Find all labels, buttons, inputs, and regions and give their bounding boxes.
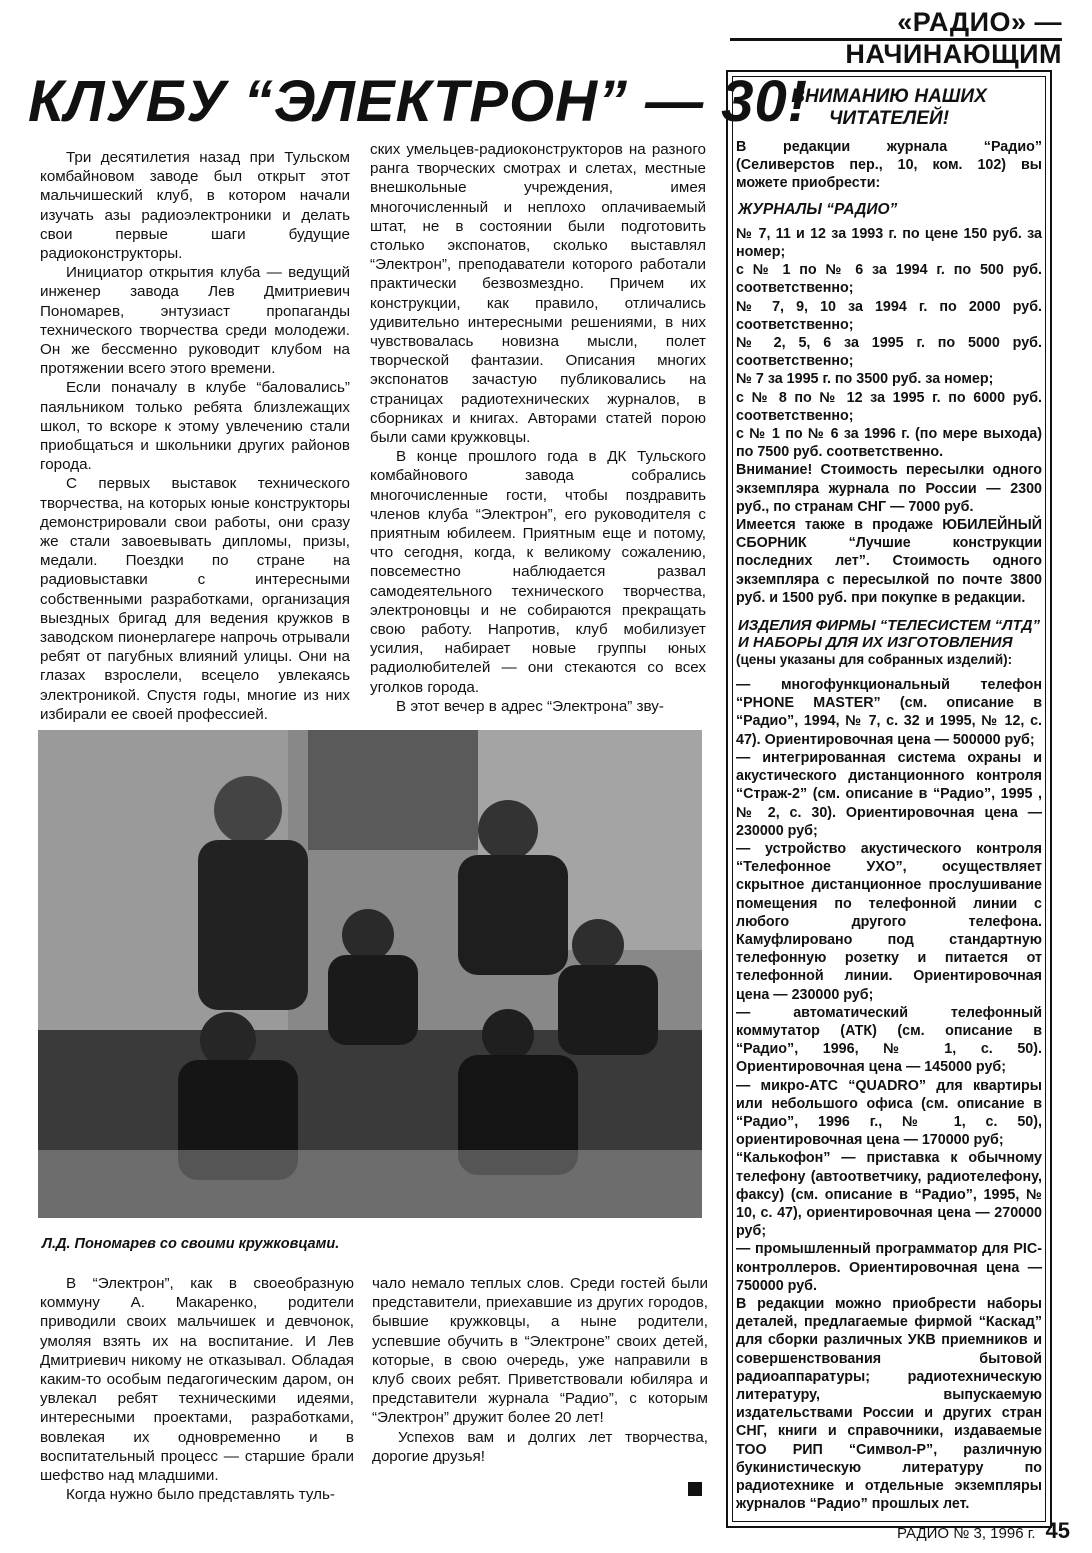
product-item: — микро-АТС “QUADRO” для квартиры или небольшого офиса (см. описание в “Радио”, 1996 г., № 1, с. 50), ориентировочная цена — 170000 руб; <box>736 1077 1042 1149</box>
journal-offer: № 7, 11 и 12 за 1993 г. по цене 150 руб. за номер; <box>736 225 1042 261</box>
paragraph: С первых выставок технического творчества, на которых юные конструкторы демонстрировали свои работы, они сразу же стали завоевывать дипломы, призы, медали. Поездки по стране на радиовыставки с интересными собственными разработками, организация выездных бригад для ведения кружков в заводском пионерлагере напрочь отрывали ребят от пагубных влияний улицы. Они на глазах взрослели, всецело увлекаясь электроникой. Спустя годы, многие из них избирали ее своей профессией. <box>40 475 350 723</box>
paragraph-continued: ских умельцев-радиоконструкторов на разного ранга творческих смотрах и слетах, местные внешкольные учреждения, имея многочисленный и неплохо оплачиваемый штат, не в состоянии были подготовить столько экспонатов, сколько выставлял “Электрон”, преподаватели которого работали практически безвозмездно. Причем их конструкции, как правило, отличались удивительно интересными решениями, в них чувствовалась новизна мысли, полет творческой фантазии. Описания многих экспонатов зачастую публиковались на страницах радиотехнических журналов, в сборниках и книгах. Авторами статей порою были сами кружковцы. <box>370 141 706 447</box>
paragraph: Когда нужно было представлять туль- <box>66 1486 335 1504</box>
paragraph: В “Электрон”, как в своеобразную коммуну А. Макаренко, родители приводили своих мальчишек и девчонок, умоляя взять их на воспитание. И Лев Дмитриевич никому не отказывал. Обладая каким-то особым педагогическим даром, он увлекал ребят техническими идеями, интересными проектами, разработками, вовлекая их одновременно и в воспитательный процесс — старшие брали шефство над младшими. <box>40 1275 354 1485</box>
photo-illustration <box>38 730 702 1218</box>
journal-issue: РАДИО № 3, 1996 г. <box>896 1525 1036 1542</box>
notice-title: ВНИМАНИЮ НАШИХ ЧИТАТЕЛЕЙ! <box>791 86 987 129</box>
product-item: — промышленный программатор для PIC-контроллеров. Ориентировочная цена — 750000 руб. <box>736 1241 1042 1294</box>
paragraph: Три десятилетия назад при Тульском комбайновом заводе был открыт этот мальчишеский клуб, в котором начали изучать азы радиоэлектроники и делать свои первые шаги будущие радиоконструкторы. <box>40 149 350 263</box>
journal-offer: с № 8 по № 12 за 1995 г. по 6000 руб. соответственно; <box>736 389 1042 424</box>
article-column-2 <box>370 140 706 716</box>
products-note: (цены указаны для собранных изделий): <box>736 652 1013 668</box>
journal-offer: с № 1 по № 6 за 1994 г. по 500 руб. соответственно; <box>736 262 1042 297</box>
article-title: КЛУБУ “ЭЛЕКТРОН” — 30! <box>28 69 809 134</box>
products-heading: ИЗДЕЛИЯ ФИРМЫ “ТЕЛЕСИСТЕМ “ЛТД” И НАБОРЫ ДЛЯ ИХ ИЗГОТОВЛЕНИЯ <box>738 617 1040 652</box>
section-header: «РАДИО» — НАЧИНАЮЩИМ <box>730 6 1062 41</box>
paragraph: В этот вечер в адрес “Электрона” зву- <box>396 697 664 715</box>
journals-heading: ЖУРНАЛЫ “РАДИО” <box>738 200 898 218</box>
product-item: — устройство акустического контроля “Телефонное УХО”, осуществляет скрытное дистанционное прослушивание помещения по телефонной линии с любого другого телефона. Камуфлировано под стандартную телефонную розетку и питается от телефонной линии. Ориентировочная цена — 230000 руб; <box>736 840 1042 1003</box>
club-photo <box>38 730 702 1218</box>
paragraph: Инициатор открытия клуба — ведущий инженер завода Лев Дмитриевич Пономарев, энтузиаст пропаганды технического творчества среди молодежи. Он же бессменно руководит клубом на протяжении всего этого времени. <box>40 264 350 378</box>
paragraph: Успехов вам и долгих лет творчества, дорогие друзья! <box>372 1428 708 1465</box>
editorial-offer: В редакции можно приобрести наборы деталей, предлагаемые фирмой “Каскад” для сборки различных УКВ приемников и совершенствования бытовой радиоаппаратуры; радиотехническую литературу, выпускаемую издательствами России и других стран СНГ, книги и справочники, издаваемые ТОО РИП “Символ-Р”, различную букинистическую литературу по радиотехнике и отдельные экземпляры журналов “Радио” прошлых лет. <box>736 1295 1042 1513</box>
paragraph: Если поначалу в клубе “баловались” паяльником только ребята близлежащих школ, то вскоре к этому увлечению стали приобщаться и школьники других районов города. <box>40 379 350 474</box>
journal-offer: № 7, 9, 10 за 1994 г. по 2000 руб. соответственно; <box>736 298 1042 333</box>
article-column-4 <box>372 1274 708 1466</box>
photo-caption: Л.Д. Пономарев со своими кружковцами. <box>42 1236 340 1252</box>
anniversary-collection: Имеется также в продаже ЮБИЛЕЙНЫЙ СБОРНИК “Лучшие конструкции последних лет”. Стоимость одного экземпляра с пересылкой по почте 3800 руб. и 1500 руб. при покупке в редакции. <box>736 517 1042 606</box>
notice-intro: В редакции журнала “Радио” (Селиверстов пер., 10, ком. 102) вы можете приобрести: <box>736 139 1042 192</box>
paragraph: В конце прошлого года в ДК Тульского комбайнового завода собрались многочисленные гости, чтобы поздравить членов клуба “Электрон”, его руководителя с приятным юбилеем. Приятным еще и потому, что сегодня, когда, к великому сожалению, повсеместно наблюдается развал самодеятельного технического творчества, электроновцы и не собираются прекращать свою работу. Напротив, клуб мобилизует усилия, набирает новые группы юных радиолюбителей — они стекаются со всех уголков города. <box>370 448 706 696</box>
product-item: — многофункциональный телефон “PHONE MASTER” (см. описание в “Радио”, 1994, № 7, с. 32 и 1995, № 12, с. 47). Ориентировочная цена — 500000 руб; <box>736 677 1042 748</box>
journal-offer: № 2, 5, 6 за 1995 г. по 5000 руб. соответственно; <box>736 335 1042 370</box>
product-item: “Калькофон” — приставка к обычному телефону (автоответчику, радиотелефону, факсу) (см. описание в “Радио”, 1995, № 10, с. 47), ориентировочная цена — 270000 руб; <box>736 1150 1042 1240</box>
product-item: — интегрированная система охраны и акустического дистанционного контроля “Страж-2” (см. описание в “Радио”, 1995 , № 2, с. 30). Ориентировочная цена — 230000 руб; <box>736 749 1042 839</box>
readers-notice-box <box>726 70 1052 1528</box>
article-column-1 <box>40 148 350 724</box>
journal-offer: № 7 за 1995 г. по 3500 руб. за номер; <box>736 371 994 388</box>
page-footer <box>870 1518 1070 1544</box>
article-column-3 <box>40 1274 354 1504</box>
page-number: 45 <box>1045 1518 1070 1543</box>
journal-offer: с № 1 по № 6 за 1996 г. (по мере выхода) по 7500 руб. соответственно. <box>736 426 1042 461</box>
shipping-note: Внимание! Стоимость пересылки одного экземпляра журнала по России — 2300 руб., по странам СНГ — 7000 руб. <box>736 462 1042 515</box>
product-item: — автоматический телефонный коммутатор (АТК) (см. описание в “Радио”, 1996, № 1, с. 50). Ориентировочная цена — 145000 руб; <box>736 1004 1042 1076</box>
end-of-article-mark <box>688 1482 702 1496</box>
paragraph-continued: чало немало теплых слов. Среди гостей были представители, приехавшие из других городов, бывшие кружковцы, а ныне родители, успевшие обучить в “Электроне” своих детей, которые, в свою очередь, уже направили в клуб своих ребят. Приветствовали юбиляра и представители журнала “Радио”, с которым “Электрон” дружит более 20 лет! <box>372 1275 708 1427</box>
